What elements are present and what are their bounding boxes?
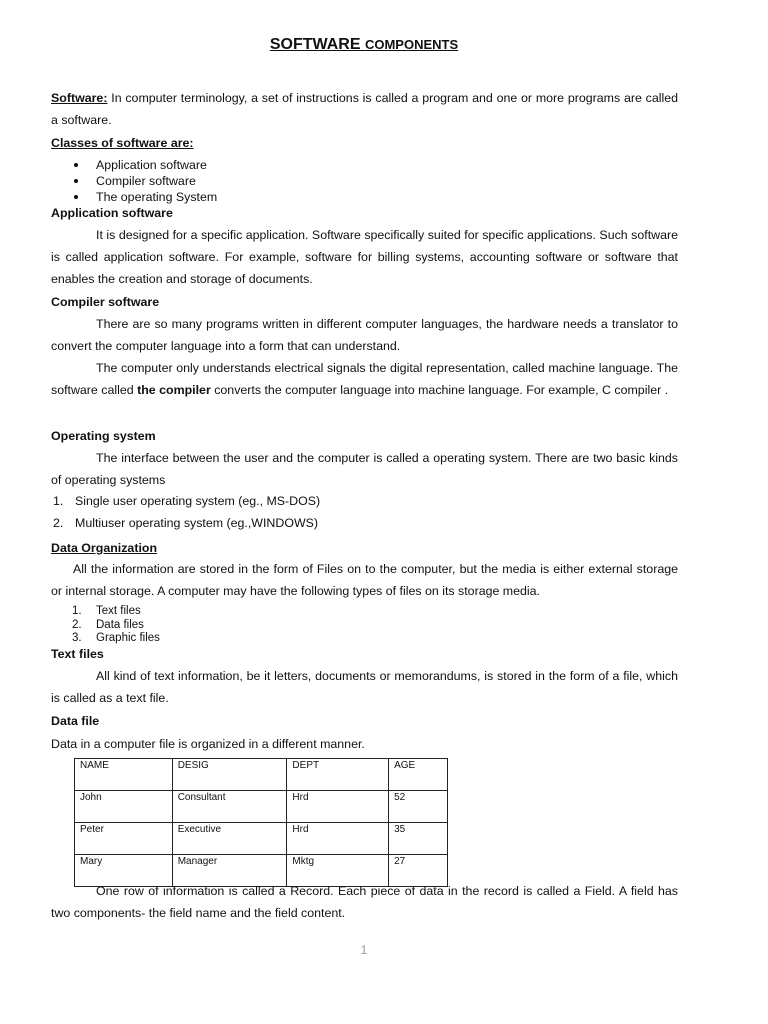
data-file-heading: Data file bbox=[51, 714, 100, 728]
compiler-text-2 bbox=[51, 357, 678, 401]
table-cell: Hrd bbox=[287, 791, 389, 823]
list-text: Text files bbox=[96, 605, 141, 617]
title-small: COMPONENTS bbox=[364, 37, 459, 52]
list-item bbox=[72, 619, 160, 633]
list-text: Data files bbox=[96, 618, 144, 631]
software-definition bbox=[51, 87, 678, 131]
table-row bbox=[75, 823, 448, 855]
application-text: It is designed for a specific application. Software specifically suited for specific applications. Such software is called application software. For example, software for billing systems, accounting software or software that enables the creation and storage of documents. bbox=[51, 228, 678, 286]
title-main: SOFTWARE bbox=[269, 36, 361, 53]
data-file-intro: Data in a computer file is organized in a different manner. bbox=[51, 737, 365, 751]
table-cell: Hrd bbox=[287, 823, 389, 855]
page-number: 1 bbox=[360, 943, 368, 957]
page-title bbox=[0, 36, 728, 54]
table-cell: Manager bbox=[172, 855, 287, 887]
data-organization-text: All the information are stored in the form of Files on to the computer, but the media is either external storage or internal storage. A computer may have the following types of files on its storage media. bbox=[51, 562, 678, 598]
compiler-text-2-pre: The computer only understands electrical signals the digital representation, called machine language. The software called bbox=[51, 361, 678, 397]
list-item bbox=[72, 632, 160, 646]
data-file-after-text: One row of information is called a Record. Each piece of data in the record is called a Field. A field has two components- the field name and the field content. bbox=[51, 884, 678, 920]
software-definition-text: In computer terminology, a set of instructions is called a program and one or more programs are called a software. bbox=[51, 91, 678, 127]
software-label: Software: bbox=[51, 91, 108, 105]
list-number: 1. bbox=[53, 494, 64, 508]
table-cell: Mary bbox=[75, 855, 173, 887]
table-cell: John bbox=[75, 791, 173, 823]
list-text: Single user operating system (eg., MS-DOS) bbox=[75, 494, 321, 508]
list-item bbox=[53, 516, 320, 538]
list-item: The operating System bbox=[72, 189, 217, 205]
os-list bbox=[53, 494, 320, 538]
compiler-text-1: There are so many programs written in different computer languages, the hardware needs a translator to convert the computer language into a form that can understand. bbox=[51, 317, 678, 353]
table-row bbox=[75, 791, 448, 823]
list-item bbox=[53, 494, 320, 516]
list-item: Application software bbox=[72, 157, 217, 173]
table-header-cell: DEPT bbox=[287, 759, 389, 791]
table-header-cell: AGE bbox=[389, 759, 448, 791]
table-header-cell: DESIG bbox=[172, 759, 287, 791]
list-number: 2. bbox=[53, 516, 64, 530]
table-header-cell: NAME bbox=[75, 759, 173, 791]
compiler-heading: Compiler software bbox=[51, 295, 160, 309]
file-types-list bbox=[72, 605, 160, 646]
os-text: The interface between the user and the computer is called a operating system. There are two basic kinds of operating systems bbox=[51, 451, 678, 487]
data-organization-heading: Data Organization bbox=[51, 541, 158, 555]
compiler-text-2-bold: the compiler bbox=[137, 383, 211, 397]
compiler-text-2-post: converts the computer language into machine language. For example, C compiler . bbox=[210, 383, 669, 397]
classes-heading: Classes of software are: bbox=[51, 136, 194, 150]
list-text: Graphic files bbox=[96, 632, 160, 644]
text-files-text: All kind of text information, be it letters, documents or memorandums, is stored in the form of a file, which is called as a text file. bbox=[51, 669, 678, 705]
list-item: Compiler software bbox=[72, 173, 217, 189]
table-header-row bbox=[75, 759, 448, 791]
table-cell: Executive bbox=[172, 823, 287, 855]
classes-list bbox=[72, 157, 217, 205]
data-file-table bbox=[74, 758, 448, 887]
table-cell: Peter bbox=[75, 823, 173, 855]
list-number: 3. bbox=[72, 632, 82, 644]
text-files-heading: Text files bbox=[51, 647, 104, 661]
table-cell: Consultant bbox=[172, 791, 287, 823]
list-number: 1. bbox=[72, 605, 82, 617]
list-text: Multiuser operating system (eg.,WINDOWS) bbox=[75, 516, 319, 530]
list-number: 2. bbox=[72, 618, 82, 631]
os-heading: Operating system bbox=[51, 429, 156, 443]
table-cell: 52 bbox=[389, 791, 448, 823]
table-cell: 27 bbox=[389, 855, 448, 887]
application-heading: Application software bbox=[51, 206, 173, 220]
list-item bbox=[72, 605, 160, 619]
table-cell: 35 bbox=[389, 823, 448, 855]
table-cell: Mktg bbox=[287, 855, 389, 887]
